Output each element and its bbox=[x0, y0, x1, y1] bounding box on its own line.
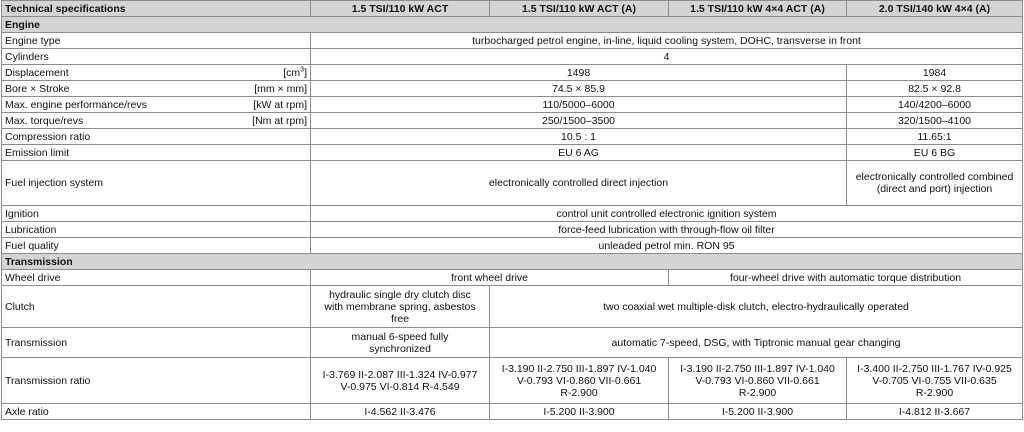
value-transmission-a bbox=[311, 328, 490, 358]
value-fuel-quality: unleaded petrol min. RON 95 bbox=[311, 238, 1023, 254]
label-compression: Compression ratio bbox=[2, 129, 311, 145]
label-power-cell bbox=[2, 97, 311, 113]
label-lubrication: Lubrication bbox=[2, 222, 311, 238]
label-wheel-drive: Wheel drive bbox=[2, 270, 311, 286]
value-bore-a: 74.5 × 85.9 bbox=[311, 81, 847, 97]
value-emission-b: EU 6 BG bbox=[847, 145, 1023, 161]
header-row bbox=[2, 1, 1023, 17]
value-power-b: 140/4200–6000 bbox=[847, 97, 1023, 113]
value-clutch-a-line3: free bbox=[390, 312, 410, 325]
value-torque-b: 320/1500–4100 bbox=[847, 113, 1023, 129]
section-engine: Engine bbox=[2, 17, 1023, 33]
value-ratio-3-line2: V-0.793 VI-0.860 VII-0.661 bbox=[695, 374, 820, 387]
value-ratio-1-line1: I-3.769 II-2.087 III-1.324 IV-0.977 bbox=[322, 368, 478, 381]
unit-displacement-sup: 3 bbox=[300, 66, 305, 73]
label-power: Max. engine performance/revs bbox=[5, 98, 147, 111]
value-clutch-a-line2: with membrane spring, asbestos bbox=[324, 300, 476, 313]
value-axle-4: I-4.812 II-3.667 bbox=[847, 404, 1023, 420]
header-col-4: 2.0 TSI/140 kW 4×4 (A) bbox=[847, 1, 1023, 17]
label-displacement: Displacement bbox=[5, 66, 69, 79]
row-cylinders bbox=[2, 49, 1023, 65]
label-fuel-quality: Fuel quality bbox=[2, 238, 311, 254]
value-ratio-1 bbox=[311, 358, 490, 404]
value-wheel-drive-a: front wheel drive bbox=[311, 270, 669, 286]
row-transmission-ratio bbox=[2, 358, 1023, 404]
row-bore-stroke bbox=[2, 81, 1023, 97]
value-axle-3: I-5.200 II-3.900 bbox=[669, 404, 847, 420]
label-transmission-ratio: Transmission ratio bbox=[2, 358, 311, 404]
value-torque-a: 250/1500–3500 bbox=[311, 113, 847, 129]
section-row-transmission bbox=[2, 254, 1023, 270]
unit-displacement-suffix: ] bbox=[304, 66, 307, 79]
unit-displacement bbox=[283, 67, 307, 79]
row-torque bbox=[2, 113, 1023, 129]
value-transmission-a-line2: synchronized bbox=[369, 342, 431, 355]
section-row-engine bbox=[2, 17, 1023, 33]
label-displacement-cell bbox=[2, 65, 311, 81]
value-ratio-3-line3: R-2.900 bbox=[738, 386, 777, 399]
label-engine-type: Engine type bbox=[2, 33, 311, 49]
value-fuel-injection-a: electronically controlled direct injection bbox=[311, 161, 847, 206]
value-transmission-a-line1: manual 6-speed fully bbox=[351, 330, 449, 343]
row-fuel-quality bbox=[2, 238, 1023, 254]
label-cylinders: Cylinders bbox=[2, 49, 311, 65]
unit-bore: [mm × mm] bbox=[254, 82, 307, 95]
value-fuel-injection-b bbox=[847, 161, 1023, 206]
row-emission bbox=[2, 145, 1023, 161]
value-fuel-injection-b-line1: electronically controlled combined bbox=[855, 171, 1014, 183]
row-engine-type bbox=[2, 33, 1023, 49]
row-compression bbox=[2, 129, 1023, 145]
label-fuel-injection: Fuel injection system bbox=[2, 161, 311, 206]
value-wheel-drive-b: four-wheel drive with automatic torque distribution bbox=[669, 270, 1023, 286]
value-cylinders: 4 bbox=[311, 49, 1023, 65]
value-displacement-a: 1498 bbox=[311, 65, 847, 81]
row-displacement bbox=[2, 65, 1023, 81]
row-power bbox=[2, 97, 1023, 113]
value-clutch-b: two coaxial wet multiple-disk clutch, electro-hydraulically operated bbox=[490, 286, 1023, 328]
value-ratio-2-line1: I-3.190 II-2.750 III-1.897 IV-1.040 bbox=[501, 362, 657, 375]
section-transmission: Transmission bbox=[2, 254, 1023, 270]
value-lubrication: force-feed lubrication with through-flow oil filter bbox=[311, 222, 1023, 238]
unit-power: [kW at rpm] bbox=[253, 98, 307, 111]
row-transmission bbox=[2, 328, 1023, 358]
row-ignition bbox=[2, 206, 1023, 222]
label-transmission: Transmission bbox=[2, 328, 311, 358]
label-clutch: Clutch bbox=[2, 286, 311, 328]
value-ratio-4-line2: V-0.705 VI-0.755 VII-0.635 bbox=[872, 374, 997, 387]
value-transmission-b: automatic 7-speed, DSG, with Tiptronic manual gear changing bbox=[490, 328, 1023, 358]
value-ratio-2-line3: R-2.900 bbox=[560, 386, 598, 399]
row-lubrication bbox=[2, 222, 1023, 238]
label-axle-ratio: Axle ratio bbox=[2, 404, 311, 420]
value-ratio-1-line2: V-0.975 VI-0.814 R-4.549 bbox=[340, 380, 460, 393]
row-clutch bbox=[2, 286, 1023, 328]
unit-displacement-prefix: [cm bbox=[283, 66, 301, 79]
label-ignition: Ignition bbox=[2, 206, 311, 222]
value-ratio-4-line1: I-3.400 II-2.750 III-1.767 IV-0.925 bbox=[857, 362, 1012, 375]
value-displacement-b: 1984 bbox=[847, 65, 1023, 81]
header-col-1: 1.5 TSI/110 kW ACT bbox=[311, 1, 490, 17]
row-fuel-injection bbox=[2, 161, 1023, 206]
label-torque-cell bbox=[2, 113, 311, 129]
spec-table bbox=[1, 0, 1023, 420]
value-ratio-2 bbox=[490, 358, 669, 404]
label-torque: Max. torque/revs bbox=[5, 114, 84, 127]
unit-torque: [Nm at rpm] bbox=[252, 114, 307, 127]
value-compression-a: 10.5 : 1 bbox=[311, 129, 847, 145]
value-compression-b: 11.65:1 bbox=[847, 129, 1023, 145]
value-axle-2: I-5.200 II-3.900 bbox=[490, 404, 669, 420]
value-engine-type: turbocharged petrol engine, in-line, liquid cooling system, DOHC, transverse in front bbox=[311, 33, 1023, 49]
value-ratio-3 bbox=[669, 358, 847, 404]
value-clutch-a-line1: hydraulic single dry clutch disc bbox=[329, 288, 471, 301]
value-bore-b: 82.5 × 92.8 bbox=[847, 81, 1023, 97]
value-ratio-2-line2: V-0.793 VI-0.860 VII-0.661 bbox=[516, 374, 642, 387]
value-ratio-4-line3: R-2.900 bbox=[915, 386, 954, 399]
value-emission-a: EU 6 AG bbox=[311, 145, 847, 161]
value-ratio-4 bbox=[847, 358, 1023, 404]
value-axle-1: I-4.562 II-3.476 bbox=[311, 404, 490, 420]
header-title: Technical specifications bbox=[2, 1, 311, 17]
row-wheel-drive bbox=[2, 270, 1023, 286]
header-col-2: 1.5 TSI/110 kW ACT (A) bbox=[490, 1, 669, 17]
label-emission: Emission limit bbox=[2, 145, 311, 161]
value-fuel-injection-b-line2: (direct and port) injection bbox=[876, 183, 993, 195]
row-axle-ratio bbox=[2, 404, 1023, 420]
value-ratio-3-line1: I-3.190 II-2.750 III-1.897 IV-1.040 bbox=[680, 362, 835, 375]
label-bore-cell bbox=[2, 81, 311, 97]
value-power-a: 110/5000–6000 bbox=[311, 97, 847, 113]
header-col-3: 1.5 TSI/110 kW 4×4 ACT (A) bbox=[669, 1, 847, 17]
value-ignition: control unit controlled electronic ignition system bbox=[311, 206, 1023, 222]
label-bore: Bore × Stroke bbox=[5, 82, 70, 95]
value-clutch-a bbox=[311, 286, 490, 328]
